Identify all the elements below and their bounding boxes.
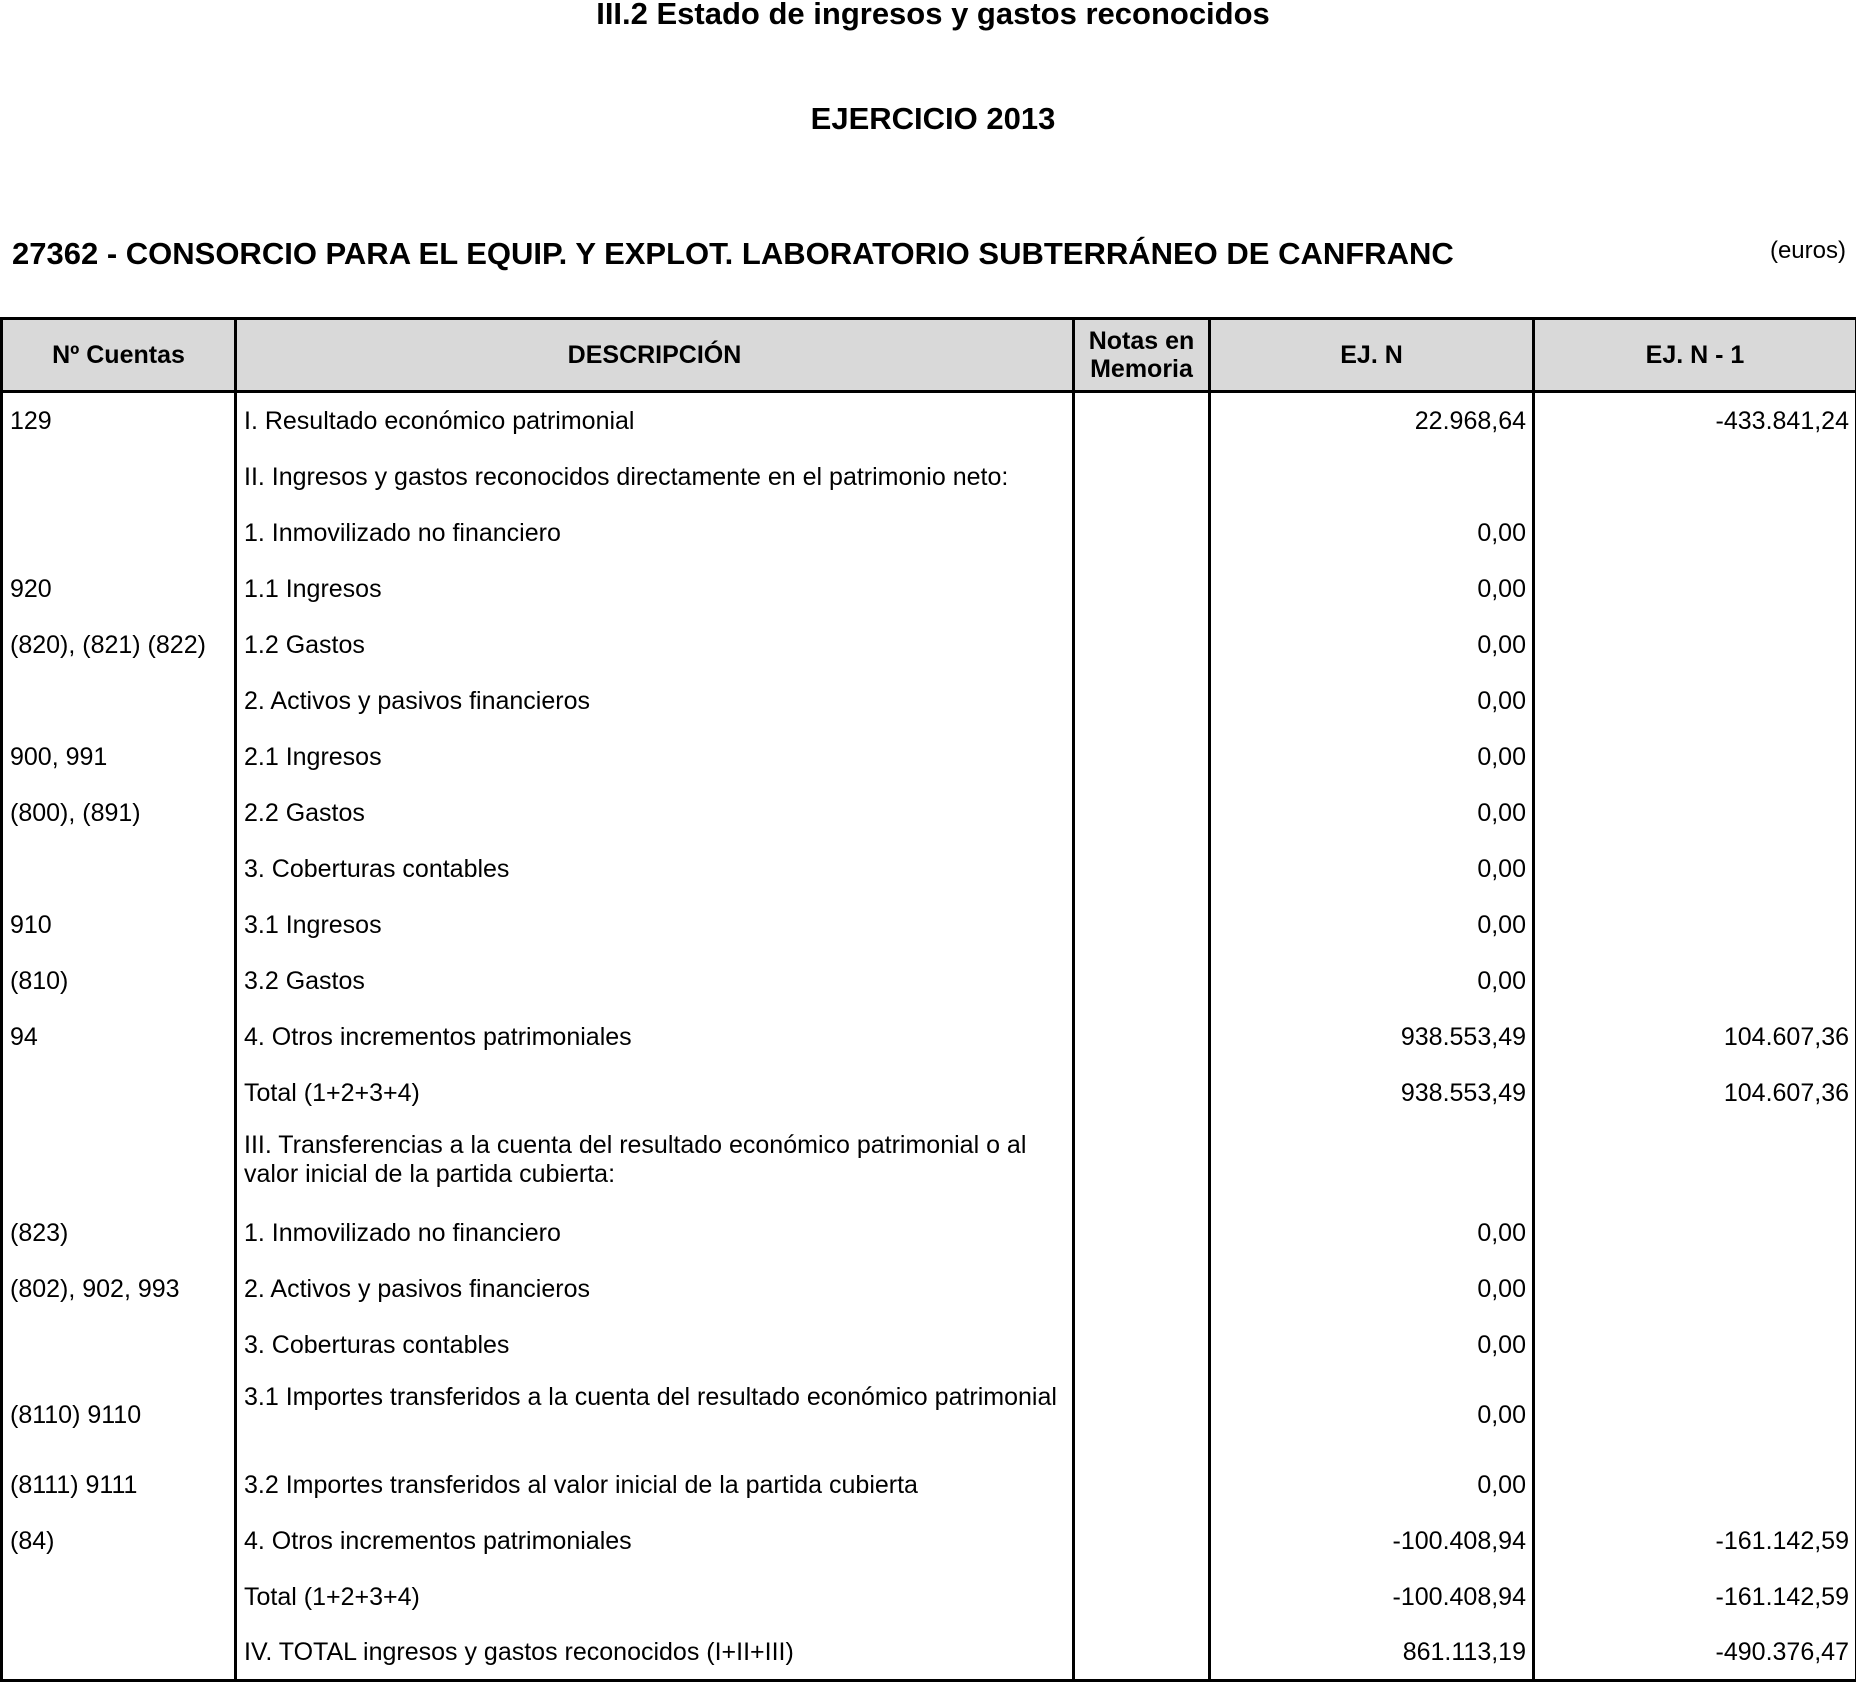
cell-cuentas: (8111) 9111 <box>2 1457 236 1513</box>
cell-ej-n: -100.408,94 <box>1210 1513 1534 1569</box>
cell-ej-n: 0,00 <box>1210 897 1534 953</box>
cell-ej-n-1 <box>1534 1205 1856 1261</box>
table-row <box>2 1513 1856 1569</box>
cell-descripcion: 2.1 Ingresos <box>236 729 1074 785</box>
cell-ej-n-1 <box>1534 673 1856 729</box>
cell-descripcion: II. Ingresos y gastos reconocidos directamente en el patrimonio neto: <box>236 449 1074 505</box>
cell-ej-n-1 <box>1534 841 1856 897</box>
cell-notas <box>1074 1625 1210 1681</box>
cell-cuentas: (84) <box>2 1513 236 1569</box>
cell-ej-n-1 <box>1534 617 1856 673</box>
column-header-cuentas: Nº Cuentas <box>2 319 236 392</box>
table-row <box>2 897 1856 953</box>
cell-ej-n-1 <box>1534 1121 1856 1205</box>
cell-notas <box>1074 673 1210 729</box>
cell-ej-n-1 <box>1534 561 1856 617</box>
table-row <box>2 1457 1856 1513</box>
cell-cuentas: 129 <box>2 392 236 450</box>
cell-descripcion: 1. Inmovilizado no financiero <box>236 505 1074 561</box>
table-row <box>2 561 1856 617</box>
cell-ej-n-1: 104.607,36 <box>1534 1009 1856 1065</box>
cell-ej-n-1 <box>1534 785 1856 841</box>
cell-descripcion: 3.1 Ingresos <box>236 897 1074 953</box>
cell-cuentas <box>2 1121 236 1205</box>
cell-ej-n-1: -161.142,59 <box>1534 1513 1856 1569</box>
cell-notas <box>1074 392 1210 450</box>
cell-ej-n: 938.553,49 <box>1210 1065 1534 1121</box>
cell-ej-n: 861.113,19 <box>1210 1625 1534 1681</box>
cell-ej-n-1: -433.841,24 <box>1534 392 1856 450</box>
cell-cuentas: (8110) 9110 <box>2 1373 236 1457</box>
cell-descripcion: 2. Activos y pasivos financieros <box>236 1261 1074 1317</box>
cell-descripcion: Total (1+2+3+4) <box>236 1065 1074 1121</box>
column-header-ej-n: EJ. N <box>1210 319 1534 392</box>
cell-descripcion: IV. TOTAL ingresos y gastos reconocidos (I+II+III) <box>236 1625 1074 1681</box>
cell-ej-n: 0,00 <box>1210 673 1534 729</box>
cell-descripcion: 3.1 Importes transferidos a la cuenta del resultado económico patrimonial <box>236 1373 1074 1457</box>
cell-notas <box>1074 1121 1210 1205</box>
table-body <box>2 392 1856 1681</box>
cell-notas <box>1074 617 1210 673</box>
cell-descripcion: 3.2 Importes transferidos al valor inicial de la partida cubierta <box>236 1457 1074 1513</box>
table-row <box>2 673 1856 729</box>
cell-ej-n <box>1210 449 1534 505</box>
cell-notas <box>1074 449 1210 505</box>
cell-cuentas: 94 <box>2 1009 236 1065</box>
cell-descripcion: 3. Coberturas contables <box>236 841 1074 897</box>
cell-cuentas: 900, 991 <box>2 729 236 785</box>
cell-notas <box>1074 505 1210 561</box>
document-title: III.2 Estado de ingresos y gastos reconocidos <box>0 0 1856 32</box>
exercise-title: EJERCICIO 2013 <box>0 101 1856 137</box>
table-row <box>2 785 1856 841</box>
cell-ej-n: 0,00 <box>1210 617 1534 673</box>
cell-descripcion: 4. Otros incrementos patrimoniales <box>236 1513 1074 1569</box>
cell-ej-n-1 <box>1534 1373 1856 1457</box>
cell-notas <box>1074 561 1210 617</box>
cell-cuentas <box>2 449 236 505</box>
cell-notas <box>1074 1317 1210 1373</box>
column-header-ej-n-1: EJ. N - 1 <box>1534 319 1856 392</box>
cell-ej-n-1 <box>1534 505 1856 561</box>
table-row <box>2 1317 1856 1373</box>
table-row <box>2 1205 1856 1261</box>
cell-descripcion: 1.2 Gastos <box>236 617 1074 673</box>
column-header-notas-line1: Notas en <box>1089 327 1195 355</box>
table-row <box>2 1261 1856 1317</box>
cell-ej-n: -100.408,94 <box>1210 1569 1534 1625</box>
table-row <box>2 1009 1856 1065</box>
cell-notas <box>1074 1569 1210 1625</box>
cell-ej-n-1: -161.142,59 <box>1534 1569 1856 1625</box>
table-row <box>2 729 1856 785</box>
cell-ej-n-1 <box>1534 449 1856 505</box>
cell-ej-n-1 <box>1534 729 1856 785</box>
cell-cuentas <box>2 505 236 561</box>
table-header-row <box>2 319 1856 392</box>
cell-descripcion: 2. Activos y pasivos financieros <box>236 673 1074 729</box>
table-row <box>2 392 1856 450</box>
cell-descripcion: 1. Inmovilizado no financiero <box>236 1205 1074 1261</box>
cell-ej-n: 22.968,64 <box>1210 392 1534 450</box>
cell-notas <box>1074 1009 1210 1065</box>
cell-cuentas: (810) <box>2 953 236 1009</box>
cell-cuentas <box>2 673 236 729</box>
cell-descripcion: 3. Coberturas contables <box>236 1317 1074 1373</box>
cell-ej-n-1 <box>1534 1457 1856 1513</box>
cell-descripcion: 4. Otros incrementos patrimoniales <box>236 1009 1074 1065</box>
cell-cuentas <box>2 1569 236 1625</box>
cell-notas <box>1074 1373 1210 1457</box>
cell-ej-n: 0,00 <box>1210 953 1534 1009</box>
cell-notas <box>1074 1457 1210 1513</box>
cell-notas <box>1074 729 1210 785</box>
cell-ej-n-1: 104.607,36 <box>1534 1065 1856 1121</box>
cell-ej-n: 0,00 <box>1210 1205 1534 1261</box>
cell-descripcion: III. Transferencias a la cuenta del resultado económico patrimonial o al valor inicial de la partida cubierta: <box>236 1121 1074 1205</box>
cell-ej-n-1 <box>1534 953 1856 1009</box>
cell-ej-n-1 <box>1534 1261 1856 1317</box>
cell-cuentas: 910 <box>2 897 236 953</box>
cell-ej-n: 938.553,49 <box>1210 1009 1534 1065</box>
cell-ej-n: 0,00 <box>1210 785 1534 841</box>
cell-descripcion: 2.2 Gastos <box>236 785 1074 841</box>
cell-cuentas: (800), (891) <box>2 785 236 841</box>
column-header-descripcion: DESCRIPCIÓN <box>236 319 1074 392</box>
cell-cuentas <box>2 841 236 897</box>
cell-ej-n-1: -490.376,47 <box>1534 1625 1856 1681</box>
table-row <box>2 449 1856 505</box>
column-header-notas-line2: Memoria <box>1090 355 1193 383</box>
currency-unit-label: (euros) <box>1770 237 1846 265</box>
table-row <box>2 953 1856 1009</box>
cell-notas <box>1074 1513 1210 1569</box>
table-row <box>2 1569 1856 1625</box>
table-row <box>2 1065 1856 1121</box>
cell-notas <box>1074 897 1210 953</box>
cell-ej-n: 0,00 <box>1210 729 1534 785</box>
cell-ej-n-1 <box>1534 1317 1856 1373</box>
cell-notas <box>1074 785 1210 841</box>
income-expense-table <box>0 317 1856 1682</box>
cell-descripcion: I. Resultado económico patrimonial <box>236 392 1074 450</box>
table-row <box>2 1373 1856 1457</box>
table-row <box>2 1625 1856 1681</box>
cell-notas <box>1074 841 1210 897</box>
cell-cuentas: 920 <box>2 561 236 617</box>
cell-ej-n: 0,00 <box>1210 841 1534 897</box>
cell-ej-n: 0,00 <box>1210 561 1534 617</box>
cell-notas <box>1074 1261 1210 1317</box>
table-row <box>2 1121 1856 1205</box>
cell-ej-n: 0,00 <box>1210 1373 1534 1457</box>
cell-descripcion: Total (1+2+3+4) <box>236 1569 1074 1625</box>
cell-cuentas <box>2 1065 236 1121</box>
cell-ej-n-1 <box>1534 897 1856 953</box>
entity-title: 27362 - CONSORCIO PARA EL EQUIP. Y EXPLOT. LABORATORIO SUBTERRÁNEO DE CANFRANC <box>12 236 1454 272</box>
cell-ej-n: 0,00 <box>1210 1457 1534 1513</box>
cell-ej-n <box>1210 1121 1534 1205</box>
cell-cuentas: (823) <box>2 1205 236 1261</box>
cell-cuentas: (802), 902, 993 <box>2 1261 236 1317</box>
cell-ej-n: 0,00 <box>1210 1261 1534 1317</box>
cell-cuentas <box>2 1317 236 1373</box>
cell-notas <box>1074 1065 1210 1121</box>
cell-descripcion: 3.2 Gastos <box>236 953 1074 1009</box>
cell-ej-n: 0,00 <box>1210 1317 1534 1373</box>
cell-descripcion: 1.1 Ingresos <box>236 561 1074 617</box>
cell-notas <box>1074 953 1210 1009</box>
cell-notas <box>1074 1205 1210 1261</box>
cell-cuentas: (820), (821) (822) <box>2 617 236 673</box>
cell-cuentas <box>2 1625 236 1681</box>
table-row <box>2 841 1856 897</box>
cell-ej-n: 0,00 <box>1210 505 1534 561</box>
table-row <box>2 505 1856 561</box>
column-header-notas <box>1074 319 1210 392</box>
table-row <box>2 617 1856 673</box>
